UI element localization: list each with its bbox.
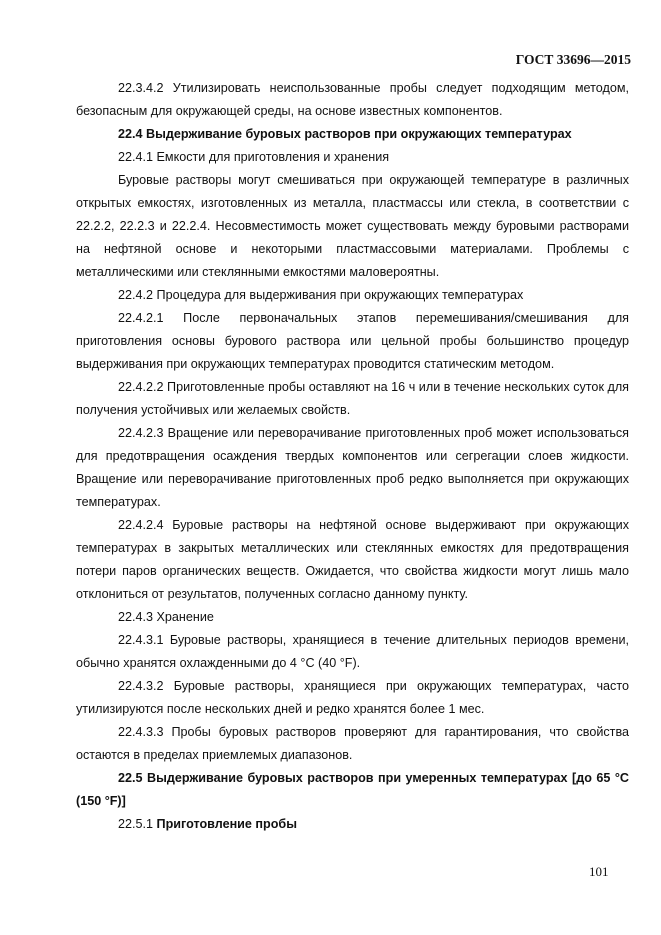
paragraph: 22.4.3.2 Буровые растворы, хранящиеся при окружающих температурах, часто утилизируются после нескольких дней и редко хранятся более 1 мес. <box>76 679 629 716</box>
paragraph: 22.4.2.3 Вращение или переворачивание приготовленных проб может использоваться для предотвращения осаждения твердых компонентов или сегрегации слоев жидкости. Вращение или переворачивание приготовленных проб редко выполняется при окружающих температурах. <box>76 426 629 509</box>
document-body <box>76 77 629 836</box>
paragraph: 22.4.2.2 Приготовленные пробы оставляют на 16 ч или в течение нескольких суток для получения устойчивых или желаемых свойств. <box>76 380 629 417</box>
subsection-number: 22.5.1 <box>118 817 154 831</box>
paragraph: 22.4.2.4 Буровые растворы на нефтяной основе выдерживают при окружающих температурах в закрытых металлических или стеклянных емкостях для предотвращения потери паров органических веществ. Ожидается, что свойства жидкости могут лишь мало отклониться от результатов, полученных согласно данному пункту. <box>76 518 629 601</box>
document-header: ГОСТ 33696—2015 <box>515 52 631 67</box>
paragraph: 22.4.3.3 Пробы буровых растворов проверяют для гарантирования, что свойства остаются в пределах приемлемых диапазонов. <box>76 725 629 762</box>
subsection-heading: 22.4.1 Емкости для приготовления и хранения <box>118 150 390 164</box>
section-heading: 22.5 Выдерживание буровых растворов при умеренных температурах [до 65 °С (150 °F)] <box>76 771 629 808</box>
paragraph: 22.3.4.2 Утилизировать неиспользованные пробы следует подходящим методом, безопасным для окружающей среды, на основе известных компонентов. <box>76 81 629 118</box>
page-number: 101 <box>589 864 609 879</box>
subsection-heading: 22.4.2 Процедура для выдерживания при окружающих температурах <box>118 288 524 302</box>
section-heading: 22.4 Выдерживание буровых растворов при окружающих температурах <box>118 127 572 141</box>
subsection-title: Приготовление пробы <box>156 817 297 831</box>
paragraph: 22.4.3.1 Буровые растворы, хранящиеся в течение длительных периодов времени, обычно хранятся охлажденными до 4 °С (40 °F). <box>76 633 629 670</box>
paragraph: Буровые растворы могут смешиваться при окружающей температуре в различных открытых емкостях, изготовленных из металла, пластмассы или стекла, в соответствии с 22.2.2, 22.2.3 и 22.2.4. Несовместимость может существовать между буровыми растворами на нефтяной основе и некоторыми пластмассовыми материалами. Проблемы с металлическими или стеклянными емкостями маловероятны. <box>76 173 629 279</box>
paragraph: 22.4.2.1 После первоначальных этапов перемешивания/смешивания для приготовления основы бурового раствора или цельной пробы большинство процедур выдерживания при окружающих температурах проводится статическим методом. <box>76 311 629 371</box>
subsection-heading <box>76 813 629 836</box>
subsection-heading: 22.4.3 Хранение <box>118 610 214 624</box>
